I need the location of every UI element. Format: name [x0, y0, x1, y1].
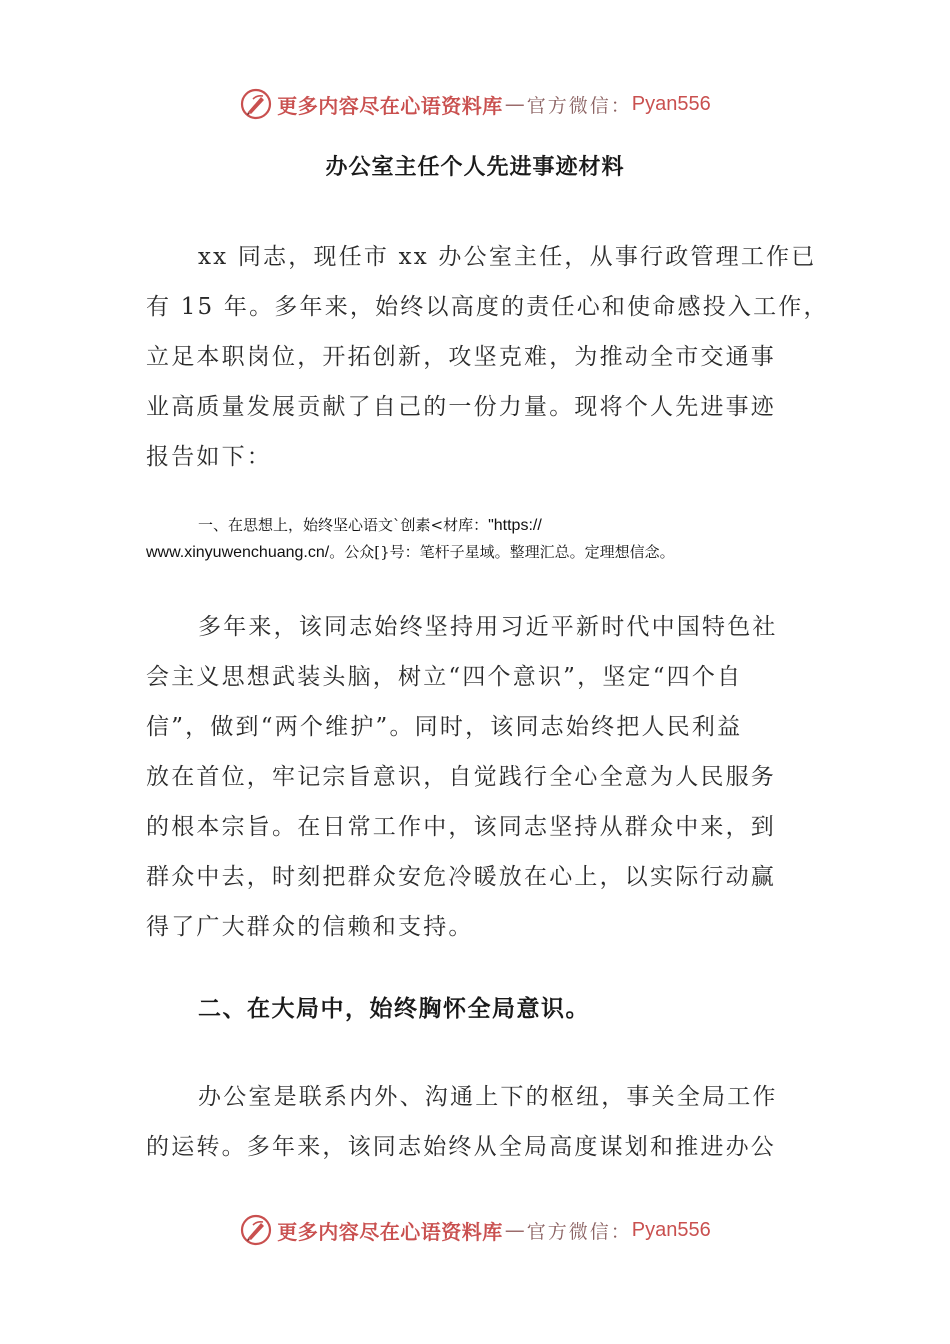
para2-line: 的根本宗旨。在日常工作中，该同志坚持从群众中来，到	[146, 814, 776, 840]
intro-line: 有 15 年。多年来，始终以高度的责任心和使命感投入工作，	[146, 294, 829, 320]
intro-paragraph	[146, 232, 829, 482]
banner-wechat-id: Pyan556	[631, 92, 711, 115]
para2-line: 会主义思想武装头脑，树立“四个意识”，坚定“四个自	[146, 664, 743, 690]
pen-logo-icon	[239, 87, 273, 121]
intro-line: xx 同志，现任市 xx 办公室主任，从事行政管理工作已	[198, 244, 817, 270]
para2-line: 得了广大群众的信赖和支持。	[146, 914, 474, 940]
section2-paragraph	[146, 1072, 816, 1172]
document-title: 办公室主任个人先进事迹材料	[325, 154, 625, 180]
section1-heading-note	[146, 512, 846, 566]
para3-line: 办公室是联系内外、沟通上下的枢纽，事关全局工作	[198, 1084, 778, 1110]
banner-dash: —	[504, 92, 525, 116]
para2-line: 群众中去，时刻把群众安危冷暖放在心上，以实际行动赢	[146, 864, 776, 890]
section2-heading: 二、在大局中，始终胸怀全局意识。	[198, 995, 590, 1022]
section1-url-rest: www.xinyuwenchuang.cn/	[146, 544, 330, 561]
banner-brand-text: 更多内容尽在心语资料库	[277, 1219, 503, 1244]
para2-line: 放在首位，牢记宗旨意识，自觉践行全心全意为人民服务	[146, 764, 776, 790]
pen-logo-icon	[239, 1213, 273, 1247]
banner-official-label: 官方微信：	[526, 94, 632, 117]
section1-text-b: 。公众[}号：笔杆子星域。整理汇总。定理想信念。	[329, 543, 675, 561]
intro-line: 业高质量发展贡献了自己的一份力量。现将个人先进事迹	[146, 394, 776, 420]
banner-wechat-id: Pyan556	[631, 1218, 711, 1241]
banner-dash: —	[504, 1218, 525, 1242]
banner-brand-text: 更多内容尽在心语资料库	[277, 93, 503, 118]
intro-line: 报告如下：	[146, 444, 272, 470]
section1-paragraph	[146, 602, 816, 952]
section1-url-start: "https://	[488, 517, 542, 534]
para2-line: 多年来，该同志始终坚持用习近平新时代中国特色社	[198, 614, 778, 640]
para3-line: 的运转。多年来，该同志始终从全局高度谋划和推进办公	[146, 1134, 776, 1160]
section1-line-1	[146, 512, 846, 539]
para2-line: 信”，做到“两个维护”。同时，该同志始终把人民利益	[146, 714, 743, 740]
banner-official-label: 官方微信：	[526, 1220, 632, 1243]
section1-text-a: 一、在思想上，始终坚心语文`创素<材库：	[198, 516, 489, 534]
section1-line-2	[146, 539, 846, 566]
footer-banner	[0, 1208, 950, 1252]
header-banner	[0, 82, 950, 126]
intro-line: 立足本职岗位，开拓创新，攻坚克难，为推动全市交通事	[146, 344, 776, 370]
